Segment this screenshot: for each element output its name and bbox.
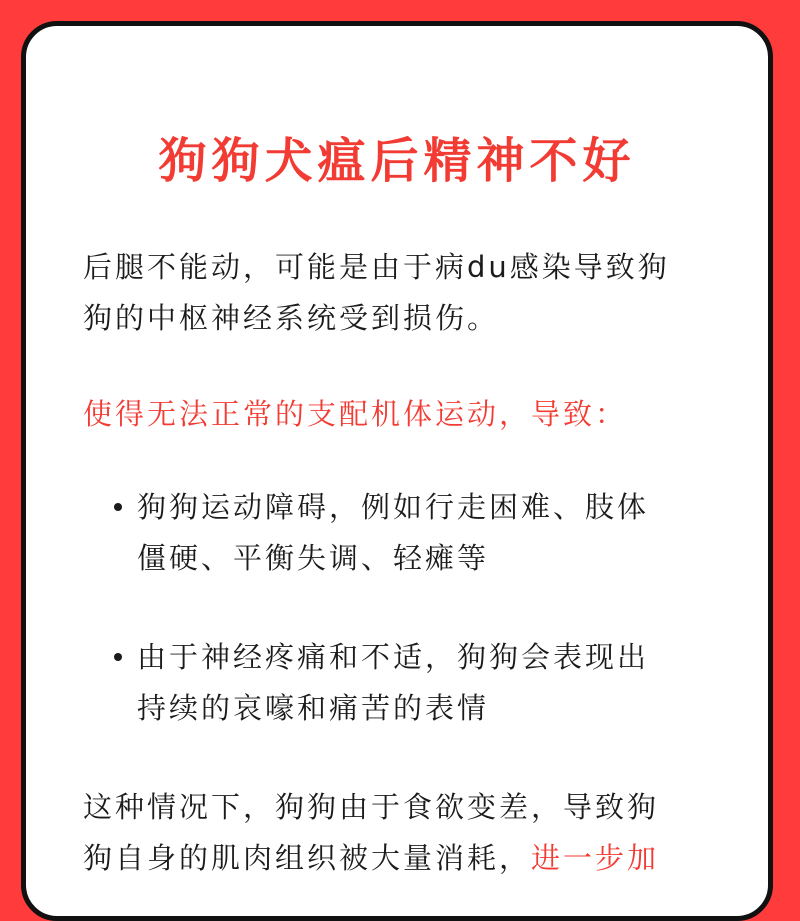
article-card: [21, 21, 773, 921]
article-title: 狗狗犬瘟后精神不好: [158, 133, 636, 189]
highlight-sentence: 使得无法正常的支配机体运动，导致：: [83, 397, 628, 431]
bullet-dot-icon: [114, 503, 122, 511]
bullet-dot-icon: [114, 653, 122, 661]
article-body: [83, 242, 743, 884]
symptom-list: [83, 482, 743, 734]
intro-line: 后腿不能动，可能是由于病du感染导致狗: [83, 250, 670, 284]
list-item-line: 由于神经疼痛和不适，狗狗会表现出: [137, 640, 650, 674]
outro-line: 这种情况下，狗狗由于食欲变差，导致狗: [83, 790, 660, 824]
list-item-line: 狗狗运动障碍，例如行走困难、肢体: [137, 490, 650, 524]
outro-text: 狗自身的肌肉组织被大量消耗，: [83, 841, 532, 875]
list-item: [83, 632, 743, 734]
outro-line: [83, 833, 743, 884]
outro-highlight-text: 进一步加: [531, 841, 660, 875]
list-item-line: 僵硬、平衡失调、轻瘫等: [137, 541, 490, 575]
intro-paragraph: [83, 242, 743, 344]
intro-line: 狗的中枢神经系统受到损伤。: [83, 301, 500, 335]
list-item: [83, 482, 743, 584]
list-item-line: 持续的哀嚎和痛苦的表情: [137, 691, 490, 725]
outro-paragraph: [83, 782, 743, 884]
